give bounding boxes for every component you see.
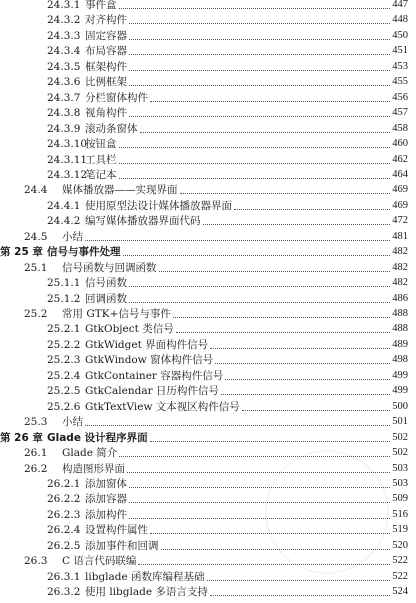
toc-entry-title: 事件盒 xyxy=(85,0,117,11)
toc-leader-dots xyxy=(203,224,391,225)
toc-entry-title: GtkWidget 界面构件信号 xyxy=(85,339,209,351)
toc-entry-number: 24.3.9 xyxy=(47,123,81,135)
toc-entry-number: 25.2.5 xyxy=(47,385,81,397)
toc-entry-row xyxy=(0,260,416,276)
toc-entry-row xyxy=(0,321,416,337)
toc-entry-number: 26.2.3 xyxy=(47,509,81,521)
toc-entry-page: 458 xyxy=(392,123,408,134)
toc-entry-row xyxy=(0,90,416,106)
toc-leader-dots xyxy=(129,116,390,117)
toc-entry-row xyxy=(0,105,416,121)
toc-entry-page: 522 xyxy=(392,571,408,582)
toc-entry-page: 524 xyxy=(392,586,408,597)
toc-leader-dots xyxy=(129,302,390,303)
toc-entry-number: 26.2.4 xyxy=(47,524,81,536)
toc-leader-dots xyxy=(129,70,390,71)
toc-leader-dots xyxy=(207,580,391,581)
toc-entry-page: 520 xyxy=(392,540,408,551)
toc-entry-number: 26.3.1 xyxy=(47,571,81,583)
toc-entry-page: 502 xyxy=(392,432,408,443)
toc-entry-row xyxy=(0,352,416,368)
toc-entry-page: 503 xyxy=(392,463,408,474)
toc-entry-number: 25.1.1 xyxy=(47,277,81,289)
toc-entry-page: 488 xyxy=(392,323,408,334)
toc-entry-number: 第 26 章 xyxy=(0,432,43,444)
toc-entry-number: 24.3.1 xyxy=(47,0,81,11)
toc-entry-number: 24.3.4 xyxy=(47,45,81,57)
toc-entry-title: 对齐构件 xyxy=(85,14,127,26)
toc-entry-page: 456 xyxy=(392,92,408,103)
watermark-seal xyxy=(265,450,389,574)
toc-entry-title: 布局容器 xyxy=(85,45,127,57)
toc-entry-page: 501 xyxy=(392,416,408,427)
toc-entry-page: 469 xyxy=(392,184,408,195)
toc-entry-title: 滚动条窗体 xyxy=(85,123,138,135)
toc-entry-row xyxy=(0,399,416,415)
toc-entry-title: 信号函数与回调函数 xyxy=(62,262,157,274)
toc-entry-row xyxy=(0,74,416,90)
toc-entry-title: libglade 函数库编程基础 xyxy=(85,571,205,583)
toc-entry-number: 25.2 xyxy=(24,308,48,320)
toc-entry-title: 使用原型法设计媒体播放器界面 xyxy=(85,200,232,212)
toc-entry-number: 24.3.11 xyxy=(47,154,88,166)
toc-entry-row xyxy=(0,291,416,307)
toc-entry-page: 482 xyxy=(392,262,408,273)
toc-entry-row xyxy=(0,306,416,322)
toc-leader-dots xyxy=(242,410,390,411)
toc-entry-title: 信号与事件处理 xyxy=(47,246,121,258)
toc-entry-page: 447 xyxy=(392,0,408,10)
toc-leader-dots xyxy=(150,441,391,442)
toc-entry-title: 固定容器 xyxy=(85,30,127,42)
toc-entry-page: 481 xyxy=(392,231,408,242)
toc-entry-page: 522 xyxy=(392,555,408,566)
toc-entry-number: 25.2.2 xyxy=(47,339,81,351)
toc-leader-dots xyxy=(119,147,391,148)
toc-leader-dots xyxy=(119,163,391,164)
toc-leader-dots xyxy=(85,425,390,426)
toc-entry-title: 添加构件 xyxy=(85,509,127,521)
toc-entry-title: 媒体播放器——实现界面 xyxy=(62,184,178,196)
toc-entry-number: 26.3.2 xyxy=(47,586,81,598)
toc-leader-dots xyxy=(173,317,390,318)
toc-entry-number: 25.2.1 xyxy=(47,323,81,335)
toc-entry-row xyxy=(0,569,416,585)
toc-entry-number: 24.3.10 xyxy=(47,138,88,150)
toc-entry-row xyxy=(0,383,416,399)
toc-leader-dots xyxy=(225,379,390,380)
toc-chapter-row xyxy=(0,244,416,260)
toc-entry-title: 按钮盒 xyxy=(85,138,117,150)
toc-leader-dots xyxy=(140,132,391,133)
toc-entry-number: 26.2.5 xyxy=(47,540,81,552)
toc-entry-title: GtkCalendar 日历构件信号 xyxy=(85,385,219,397)
toc-entry-row xyxy=(0,12,416,28)
toc-entry-number: 26.3 xyxy=(24,555,48,567)
toc-entry-row xyxy=(0,167,416,183)
toc-entry-number: 25.1.2 xyxy=(47,293,81,305)
toc-leader-dots xyxy=(221,394,390,395)
toc-entry-number: 24.3.5 xyxy=(47,61,81,73)
toc-entry-page: 462 xyxy=(392,154,408,165)
toc-entry-number: 24.3.6 xyxy=(47,76,81,88)
toc-entry-number: 24.3.7 xyxy=(47,92,81,104)
toc-entry-number: 25.3 xyxy=(24,416,48,428)
toc-entry-title: 笔记本 xyxy=(85,169,117,181)
toc-chapter-row xyxy=(0,430,416,446)
toc-entry-row xyxy=(0,136,416,152)
toc-entry-number: 26.2.1 xyxy=(47,478,81,490)
toc-leader-dots xyxy=(176,332,391,333)
toc-entry-row xyxy=(0,213,416,229)
toc-entry-page: 472 xyxy=(392,215,408,226)
toc-entry-number: 24.4 xyxy=(24,184,48,196)
toc-leader-dots xyxy=(123,255,391,256)
toc-entry-title: 视角构件 xyxy=(85,107,127,119)
toc-entry-row xyxy=(0,584,416,600)
toc-entry-row xyxy=(0,28,416,44)
toc-entry-title: GtkContainer 容器构件信号 xyxy=(85,370,224,382)
toc-leader-dots xyxy=(119,178,391,179)
toc-entry-number: 24.5 xyxy=(24,231,48,243)
toc-entry-page: 486 xyxy=(392,293,408,304)
toc-entry-row xyxy=(0,275,416,291)
toc-leader-dots xyxy=(129,286,390,287)
toc-entry-title: GtkObject 类信号 xyxy=(85,323,174,335)
toc-entry-page: 500 xyxy=(392,401,408,412)
toc-entry-title: 回调函数 xyxy=(85,293,127,305)
toc-leader-dots xyxy=(129,85,390,86)
toc-entry-page: 519 xyxy=(392,524,408,535)
toc-leader-dots xyxy=(210,595,390,596)
toc-entry-row xyxy=(0,121,416,137)
toc-entry-page: 516 xyxy=(392,509,408,520)
toc-entry-page: 489 xyxy=(392,339,408,350)
toc-entry-row xyxy=(0,198,416,214)
toc-entry-number: 24.3.3 xyxy=(47,30,81,42)
toc-leader-dots xyxy=(85,240,390,241)
toc-leader-dots xyxy=(150,101,390,102)
toc-entry-row xyxy=(0,59,416,75)
toc-entry-page: 464 xyxy=(392,169,408,180)
toc-entry-title: GtkTextView 文本视区构件信号 xyxy=(85,401,240,413)
toc-entry-page: 453 xyxy=(392,61,408,72)
toc-entry-page: 488 xyxy=(392,308,408,319)
toc-leader-dots xyxy=(129,39,390,40)
toc-entry-row xyxy=(0,368,416,384)
toc-entry-title: Glade 设计程序界面 xyxy=(47,432,148,444)
toc-entry-number: 24.3.8 xyxy=(47,107,81,119)
toc-entry-number: 26.1 xyxy=(24,447,48,459)
toc-leader-dots xyxy=(180,193,391,194)
toc-leader-dots xyxy=(129,23,390,24)
toc-entry-page: 450 xyxy=(392,30,408,41)
toc-entry-title: C 语言代码联编 xyxy=(62,555,137,567)
toc-entry-number: 26.2.2 xyxy=(47,493,81,505)
toc-entry-title: 编写媒体播放器界面代码 xyxy=(85,215,201,227)
toc-entry-number: 25.2.3 xyxy=(47,354,81,366)
toc-entry-number: 25.1 xyxy=(24,262,48,274)
toc-leader-dots xyxy=(159,271,391,272)
toc-leader-dots xyxy=(215,363,390,364)
toc-entry-page: 451 xyxy=(392,45,408,56)
toc-entry-title: 小结 xyxy=(62,416,83,428)
toc-entry-number: 24.3.2 xyxy=(47,14,81,26)
toc-entry-number: 24.4.1 xyxy=(47,200,81,212)
toc-entry-title: 添加事件和回调 xyxy=(85,540,159,552)
toc-entry-row xyxy=(0,182,416,198)
toc-entry-page: 499 xyxy=(392,370,408,381)
toc-entry-page: 482 xyxy=(392,277,408,288)
toc-entry-title: 比例框架 xyxy=(85,76,127,88)
toc-entry-title: 小结 xyxy=(62,231,83,243)
toc-entry-row xyxy=(0,152,416,168)
toc-entry-page: 448 xyxy=(392,14,408,25)
toc-leader-dots xyxy=(119,8,391,9)
toc-entry-title: 信号函数 xyxy=(85,277,127,289)
toc-entry-page: 499 xyxy=(392,385,408,396)
toc-entry-page: 457 xyxy=(392,107,408,118)
toc-entry-title: 构造图形界面 xyxy=(62,463,125,475)
toc-entry-title: 工具栏 xyxy=(85,154,117,166)
toc-entry-row xyxy=(0,414,416,430)
toc-entry-number: 26.2 xyxy=(24,463,48,475)
toc-entry-number: 25.2.4 xyxy=(47,370,81,382)
toc-leader-dots xyxy=(234,209,390,210)
toc-entry-title: 添加容器 xyxy=(85,493,127,505)
toc-entry-number: 24.4.2 xyxy=(47,215,81,227)
toc-entry-page: 460 xyxy=(392,138,408,149)
toc-entry-number: 第 25 章 xyxy=(0,246,43,258)
toc-entry-page: 498 xyxy=(392,354,408,365)
toc-entry-number: 25.2.6 xyxy=(47,401,81,413)
toc-entry-page: 482 xyxy=(392,246,408,257)
toc-entry-page: 509 xyxy=(392,493,408,504)
toc-entry-title: GtkWindow 窗体构件信号 xyxy=(85,354,214,366)
toc-entry-page: 469 xyxy=(392,200,408,211)
toc-entry-row xyxy=(0,43,416,59)
toc-entry-page: 455 xyxy=(392,76,408,87)
toc-entry-title: 设置构件属性 xyxy=(85,524,148,536)
toc-entry-title: 使用 libglade 多语言支持 xyxy=(85,586,208,598)
toc-entry-title: 分栏窗体构件 xyxy=(85,92,148,104)
toc-entry-number: 24.3.12 xyxy=(47,169,88,181)
toc-entry-title: 框架构件 xyxy=(85,61,127,73)
toc-entry-title: 添加窗体 xyxy=(85,478,127,490)
toc-entry-page: 502 xyxy=(392,447,408,458)
toc-leader-dots xyxy=(210,348,390,349)
toc-entry-row xyxy=(0,229,416,245)
toc-entry-title: Glade 简介 xyxy=(62,447,118,459)
toc-leader-dots xyxy=(129,54,390,55)
toc-entry-row xyxy=(0,337,416,353)
toc-entry-page: 503 xyxy=(392,478,408,489)
toc-entry-title: 常用 GTK+信号与事件 xyxy=(62,308,171,320)
